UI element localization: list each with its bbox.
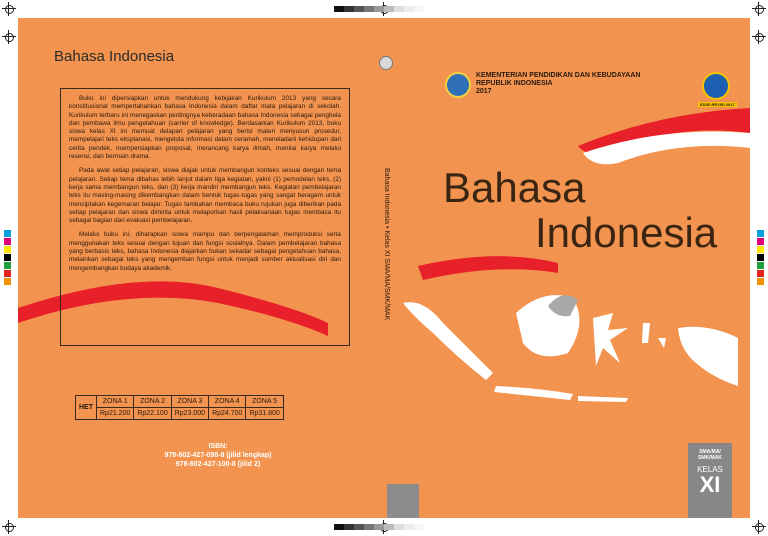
color-bar-swatch	[757, 246, 764, 253]
price-table-price-row	[76, 408, 284, 420]
color-bar-swatch	[4, 230, 11, 237]
color-bar-swatch	[757, 262, 764, 269]
registration-mark	[2, 2, 16, 16]
front-title-line-1: Bahasa	[443, 164, 586, 211]
zone-price: Rp31.800	[246, 408, 283, 420]
kurikulum-logo-icon	[702, 72, 730, 100]
ministry-text	[476, 72, 640, 96]
spine-text: Bahasa Indonesia • Kelas XI SMA/MA/SMK/MAK	[383, 168, 390, 321]
color-bar-swatch	[4, 270, 11, 277]
zone-price: Rp21.200	[97, 408, 134, 420]
indonesia-map-illustration	[398, 268, 750, 418]
ministry-year: 2017	[476, 88, 492, 95]
zone-label: ZONA 3	[171, 396, 208, 408]
color-bar-swatch	[757, 278, 764, 285]
kelas-number: XI	[699, 472, 721, 497]
blurb-box	[60, 88, 350, 346]
registration-mark	[752, 520, 766, 534]
het-label: HET	[76, 396, 97, 420]
zone-label: ZONA 2	[134, 396, 171, 408]
blurb-paragraph: Buku ini dipersiapkan untuk mendukung kebijakan Kurikulum 2013 yang secara konstitusional mempertahankan bahasa Indonesia dalam daftar mata pelajaran di sekolah. Kurikulum terbaru ini menegaskan pentingnya keberadaan bahasa Indonesia sebagai penghela dan pembawa ilmu pengetahuan (carrier of knowledge). Berdasarkan Kurikulum 2013, buku siswa kelas XI ini memuat delapan pelajaran yang berisi materi menyusun prosedur, mempelajari teks eksplanasi, mengelola informasi dalam ceramah, meneladani kehidupan dari cerita pendek, mempersiapkan proposal, merancang karya ilmiah, menilai karya melalui resensi, dan bermain drama.	[69, 95, 341, 161]
registration-mark	[752, 30, 766, 44]
book-cover	[18, 18, 750, 518]
color-bar-swatch	[4, 278, 11, 285]
zone-price: Rp22.100	[134, 408, 171, 420]
isbn-label: ISBN:	[208, 443, 228, 450]
color-bar-swatch	[757, 238, 764, 245]
color-bar-swatch	[757, 270, 764, 277]
registration-mark	[2, 520, 16, 534]
color-bar-swatch	[4, 238, 11, 245]
map-island-nusa-tenggara	[578, 396, 628, 402]
grayscale-strip-bottom	[334, 524, 434, 530]
isbn-complete: 978-602-427-098-8 (jilid lengkap)	[164, 452, 272, 459]
ministry-country: REPUBLIK INDONESIA	[476, 80, 553, 87]
price-table	[75, 395, 284, 420]
class-level-box	[688, 443, 732, 518]
color-bar-swatch	[4, 246, 11, 253]
registration-mark	[2, 30, 16, 44]
isbn-block	[143, 442, 293, 469]
zone-label: ZONA 5	[246, 396, 283, 408]
back-cover-title: Bahasa Indonesia	[54, 48, 175, 65]
kelas-label: KELAS	[697, 465, 723, 474]
price-table-header-row	[76, 396, 284, 408]
small-logo-icon	[379, 56, 393, 70]
color-bar-swatch	[4, 262, 11, 269]
grayscale-strip-top	[334, 6, 434, 12]
isbn-volume: 978-602-427-100-8 (jilid 2)	[175, 461, 261, 468]
map-island-maluku	[642, 323, 666, 348]
school-level: SMA/MA/ SMK/MAK	[698, 449, 722, 461]
front-title-line-2: Indonesia	[535, 209, 718, 256]
blurb-paragraph: Pada awal setiap pelajaran, siswa diajak untuk membangun konteks sesuai dengan tema pelajaran. Setiap tema dibahas lebih lanjut dalam tiga kegiatan, yakni (1) pemodelan teks, (2) kerja sama membangun teks, dan (3) kerja mandiri membangun teks. Kegiatan pembelajaran teks itu masing-masing dikembangkan dalam bentuk tugas-tugas yang sangat beragam untuk menciptakan kegemaran belajar. Tugas tambahan membaca buku rujukan juga diberikan pada setiap pelajaran dan siswa diminta untuk melaporkan hasil pelaksanaan tugas membaca itu sebagai bagian dari evaluasi pembelajaran.	[69, 167, 341, 225]
registration-mark	[752, 2, 766, 16]
ministry-name: KEMENTERIAN PENDIDIKAN DAN KEBUDAYAAN	[476, 72, 641, 79]
spine-gray-block	[387, 484, 419, 518]
zone-label: ZONA 1	[97, 396, 134, 408]
map-island-sulawesi	[593, 313, 628, 366]
color-bar-swatch	[757, 254, 764, 261]
color-bar-swatch	[757, 230, 764, 237]
kurikulum-edition-label: EDISI REVISI 2017	[700, 102, 735, 107]
blurb-paragraph: Melalui buku ini, diharapkan siswa mampu dan berpengalaman memproduksi serta menggunakan teks sesuai dengan tujuan dan fungsi sosialnya. Dalam pembelajaran bahasa yang berbasis teks, bahasa Indonesia diajarkan bukan sekadar sebagai pengetahuan bahasa, melainkan sebagai teks yang mengemban fungsi untuk menjadi sumber aktualisasi diri dan mengembangkan budaya akademik.	[69, 231, 341, 272]
map-island-papua	[678, 327, 738, 386]
map-island-sumatra	[403, 302, 493, 380]
map-island-java	[494, 386, 573, 400]
zone-price: Rp23.000	[171, 408, 208, 420]
color-bar-swatch	[4, 254, 11, 261]
ministry-logo-icon	[445, 72, 471, 98]
zone-label: ZONA 4	[209, 396, 246, 408]
zone-price: Rp24.700	[209, 408, 246, 420]
